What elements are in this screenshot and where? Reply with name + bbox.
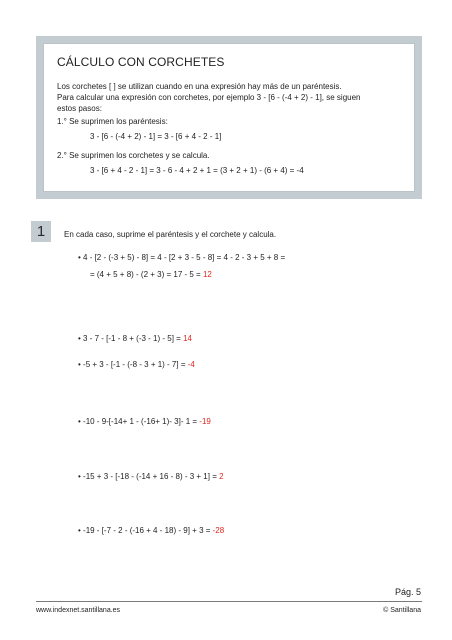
intro-line-3: estos pasos:	[57, 104, 102, 113]
exercise-instruction: En cada caso, suprime el paréntesis y el corchete y calcula.	[64, 230, 277, 239]
answer-3: -4	[187, 360, 195, 369]
answer-5: 2	[219, 472, 224, 481]
step1-expression: 3 - [6 - (-4 + 2) - 1] = 3 - [6 + 4 - 2 - 1]	[90, 132, 222, 141]
footer-divider	[36, 601, 422, 602]
answer-6: -28	[212, 526, 225, 535]
exercise-item-2: • 3 - 7 - [-1 - 8 + (-3 - 1) - 5] = 14	[78, 334, 192, 343]
step2-expression: 3 - [6 + 4 - 2 - 1] = 3 - 6 - 4 + 2 + 1 = (3 + 2 + 1) - (6 + 4) = -4	[90, 166, 304, 175]
answer-1: 12	[202, 270, 212, 279]
exercise-number-badge: 1	[31, 221, 51, 242]
exercise-item-1-line-2: = (4 + 5 + 8) - (2 + 3) = 17 - 5 = 12	[90, 270, 212, 279]
exercise-item-3: • -5 + 3 - [-1 - (-8 - 3 + 1) - 7] = -4	[78, 360, 195, 369]
box-title: CÁLCULO CON CORCHETES	[57, 55, 225, 69]
exercise-item-1-line-1: • 4 - [2 - (-3 + 5) - 8] = 4 - [2 + 3 - 5 - 8] = 4 - 2 - 3 + 5 + 8 =	[78, 253, 286, 262]
answer-2: 14	[183, 334, 192, 343]
footer-copyright: © Santillana	[383, 607, 421, 614]
answer-4: -19	[199, 417, 211, 426]
footer-url[interactable]: www.indexnet.santillana.es	[36, 607, 121, 614]
page-number: Pág. 5	[394, 587, 421, 597]
exercise-item-6: • -19 - [-7 - 2 - (-16 + 4 - 18) - 9] + 3 = -28	[78, 526, 225, 535]
exercise-item-5: • -15 + 3 - [-18 - (-14 + 16 - 8) - 3 + 1] = 2	[78, 472, 224, 481]
intro-line-1: Los corchetes [ ] se utilizan cuando en una expresión hay más de un paréntesis.	[57, 82, 342, 91]
intro-line-2: Para calcular una expresión con corchetes, por ejemplo 3 - [6 - (-4 + 2) - 1], se siguen	[57, 93, 361, 102]
step2-label: 2.° Se suprimen los corchetes y se calcula.	[57, 151, 210, 160]
step1-label: 1.° Se suprimen los paréntesis:	[57, 117, 168, 126]
exercise-item-4: • -10 - 9-[-14+ 1 - (-16+ 1)- 3]- 1 = -19	[78, 417, 211, 426]
